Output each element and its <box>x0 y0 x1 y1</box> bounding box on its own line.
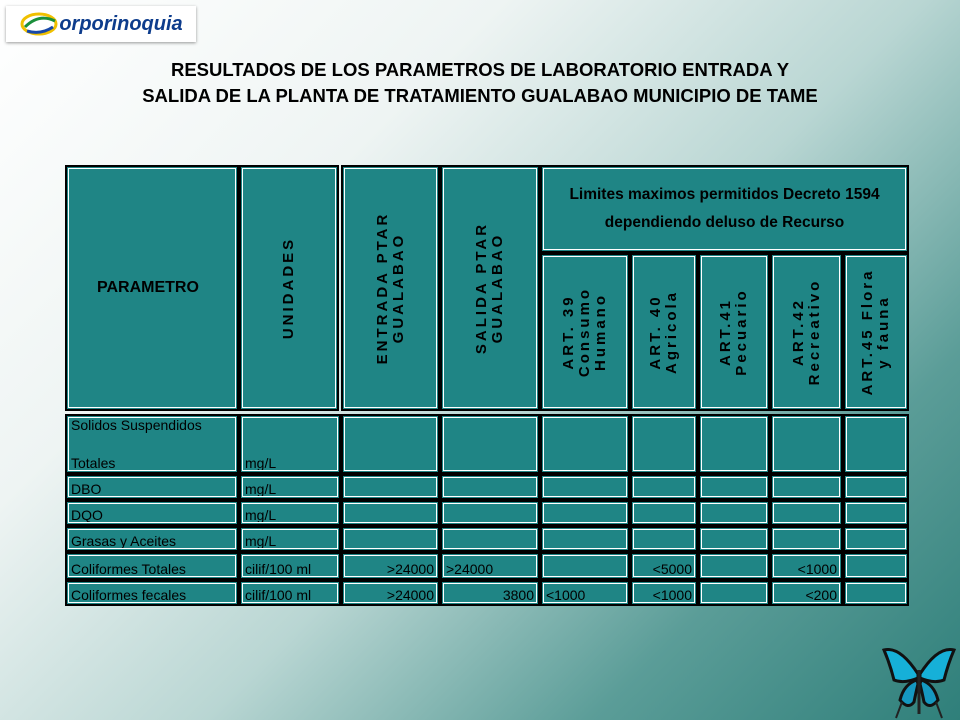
table-cell-a41 <box>698 526 770 552</box>
table-cell-a42 <box>770 526 843 552</box>
header-line: SALIDA PTAR <box>473 221 490 355</box>
cell-value: cilif/100 ml <box>245 561 312 577</box>
table-cell-a39 <box>540 580 630 606</box>
cell-value: cilif/100 ml <box>245 587 312 603</box>
table-cell-param <box>65 474 239 500</box>
table-cell-a40 <box>630 526 698 552</box>
table-cell-a39 <box>540 474 630 500</box>
corporinoquia-logo <box>6 6 196 42</box>
header-line: GUALABAO <box>489 232 506 344</box>
header-limites <box>540 165 909 253</box>
page-title <box>0 57 960 109</box>
table-cell-a40 <box>630 500 698 526</box>
table-cell-param <box>65 414 239 474</box>
table-cell-param <box>65 500 239 526</box>
parameter-name: DQO <box>71 507 103 523</box>
table-cell-a45 <box>843 500 909 526</box>
header-line: y fauna <box>875 295 892 369</box>
logo-text: orporinoquia <box>59 12 183 35</box>
header-art42 <box>770 253 843 411</box>
table-cell-salida <box>440 500 540 526</box>
cell-value: <5000 <box>652 561 692 577</box>
table-cell-entrada <box>341 552 440 580</box>
table-cell-salida <box>440 526 540 552</box>
header-line: ART. 40 <box>647 294 664 370</box>
table-cell-entrada <box>341 526 440 552</box>
header-line: Agricola <box>663 289 680 375</box>
header-line: ENTRADA PTAR <box>373 211 391 365</box>
table-cell-salida <box>440 474 540 500</box>
header-unidades <box>239 165 339 411</box>
header-line: GUALABAO <box>389 232 407 344</box>
header-line: Humano <box>592 293 609 372</box>
table-cell-a40 <box>630 414 698 474</box>
table-cell-a45 <box>843 580 909 606</box>
table-cell-unit <box>239 552 341 580</box>
cell-value: >24000 <box>446 561 494 577</box>
cell-value: >24000 <box>386 561 434 577</box>
header-line: ART.42 <box>789 297 807 367</box>
cell-value: <1000 <box>652 587 692 603</box>
table-cell-unit <box>239 414 341 474</box>
parameter-name: Solidos Suspendidos <box>71 417 202 433</box>
butterfly-icon <box>880 644 958 720</box>
header-line: ART. 39 <box>560 294 577 370</box>
cell-value: 3800 <box>502 587 534 603</box>
table-cell-a42 <box>770 414 843 474</box>
table-cell-param <box>65 580 239 606</box>
header-entrada <box>341 165 440 411</box>
table-cell-unit <box>239 474 341 500</box>
header-art40 <box>630 253 698 411</box>
header-line: Recreativo <box>805 278 823 386</box>
title-line-2: SALIDA DE LA PLANTA DE TRATAMIENTO GUALABAO MUNICIPIO DE TAME <box>142 85 818 106</box>
table-cell-entrada <box>341 580 440 606</box>
table-cell-a45 <box>843 414 909 474</box>
table-cell-a42 <box>770 500 843 526</box>
table-cell-salida <box>440 552 540 580</box>
header-parametro-label: PARAMETRO <box>97 279 199 296</box>
cell-value: mg/L <box>245 533 277 549</box>
table-cell-a40 <box>630 552 698 580</box>
table-cell-a45 <box>843 526 909 552</box>
table-cell-unit <box>239 526 341 552</box>
table-cell-a40 <box>630 580 698 606</box>
header-line: Pecuario <box>733 288 750 376</box>
parameter-name: DBO <box>71 481 102 497</box>
table-cell-a39 <box>540 414 630 474</box>
table-cell-a39 <box>540 552 630 580</box>
cell-value: <1000 <box>797 561 837 577</box>
parameter-name: Grasas y Aceites <box>71 533 177 549</box>
table-cell-entrada <box>341 414 440 474</box>
cell-value: >24000 <box>386 587 434 603</box>
limites-line-2: dependiendo deluso de Recurso <box>604 214 845 231</box>
cell-value: mg/L <box>245 455 277 471</box>
table-cell-unit <box>239 580 341 606</box>
header-salida <box>440 165 540 411</box>
cell-value: mg/L <box>245 507 277 523</box>
table-cell-entrada <box>341 500 440 526</box>
table-cell-param <box>65 552 239 580</box>
limites-line-1: Limites maximos permitidos Decreto 1594 <box>569 186 880 203</box>
table-cell-a41 <box>698 474 770 500</box>
parameter-name: Totales <box>71 455 116 471</box>
cell-value: <200 <box>805 587 837 603</box>
table-cell-a42 <box>770 552 843 580</box>
table-cell-entrada <box>341 474 440 500</box>
header-line: ART.45 Flora <box>859 268 876 396</box>
header-art39 <box>540 253 630 411</box>
table-cell-salida <box>440 580 540 606</box>
table-cell-a42 <box>770 580 843 606</box>
cell-value: <1000 <box>546 587 586 603</box>
table-cell-a41 <box>698 414 770 474</box>
table-cell-a45 <box>843 552 909 580</box>
table-cell-a45 <box>843 474 909 500</box>
table-cell-salida <box>440 414 540 474</box>
table-cell-param <box>65 526 239 552</box>
header-art45 <box>843 253 909 411</box>
table-cell-a42 <box>770 474 843 500</box>
parameter-name: Coliformes fecales <box>71 587 187 603</box>
header-parametro <box>65 165 239 411</box>
header-line: Consumo <box>576 286 593 378</box>
title-line-1: RESULTADOS DE LOS PARAMETROS DE LABORATORIO ENTRADA Y <box>170 59 790 80</box>
header-art41 <box>698 253 770 411</box>
logo-swirl-icon <box>19 9 59 39</box>
table-cell-a39 <box>540 500 630 526</box>
cell-value: mg/L <box>245 481 277 497</box>
table-cell-a41 <box>698 580 770 606</box>
table-cell-a41 <box>698 552 770 580</box>
table-cell-unit <box>239 500 341 526</box>
parameter-name: Coliformes Totales <box>71 561 186 577</box>
table-cell-a41 <box>698 500 770 526</box>
header-line: ART.41 <box>717 297 734 367</box>
table-cell-a39 <box>540 526 630 552</box>
table-cell-a40 <box>630 474 698 500</box>
header-unidades-label: UNIDADES <box>280 236 297 340</box>
